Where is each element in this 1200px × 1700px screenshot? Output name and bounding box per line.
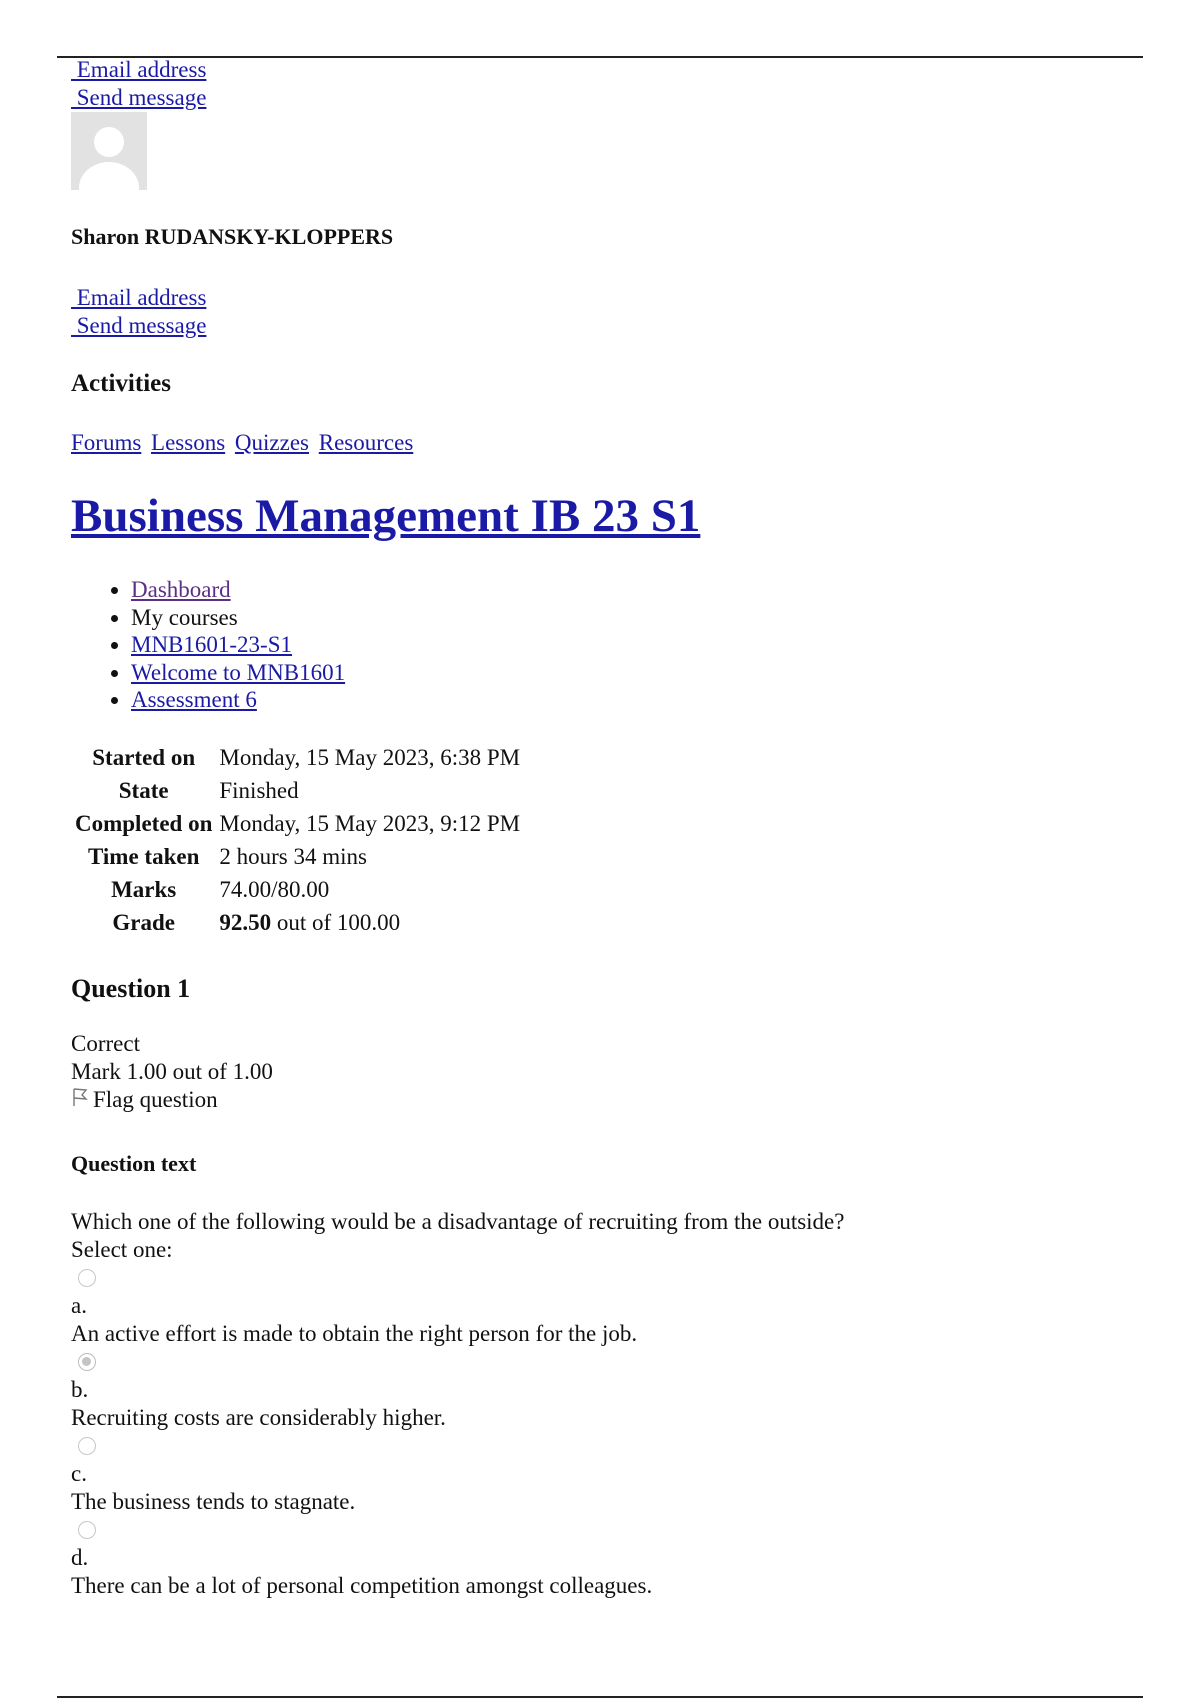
question-text-heading: Question text (71, 1151, 197, 1176)
answer-option (71, 1521, 1131, 1600)
answer-text: The business tends to stagnate. (71, 1489, 356, 1514)
completed-on-label: Completed on (75, 810, 213, 836)
activities-heading: Activities (71, 370, 171, 397)
answer-radio-b[interactable] (78, 1353, 96, 1371)
activities-links (71, 430, 417, 456)
attempt-summary-table (71, 741, 520, 939)
lessons-link[interactable]: Lessons (151, 430, 226, 455)
answer-text: Recruiting costs are considerably higher. (71, 1405, 446, 1430)
select-one-label: Select one: (71, 1237, 173, 1262)
answer-radio-d[interactable] (78, 1521, 96, 1539)
table-row (71, 873, 520, 906)
breadcrumb-item (131, 659, 345, 687)
email-address-link[interactable]: Email address (71, 57, 207, 82)
answer-text: An active effort is made to obtain the right person for the job. (71, 1321, 638, 1346)
table-row (71, 840, 520, 873)
answer-option (71, 1269, 1131, 1348)
bottom-divider (57, 1696, 1143, 1698)
answer-letter: d. (71, 1545, 89, 1570)
table-row (71, 906, 520, 939)
avatar-icon (71, 112, 147, 190)
marks-label: Marks (111, 876, 177, 902)
marks-value: 74.00/80.00 (219, 876, 330, 902)
completed-on-value: Monday, 15 May 2023, 9:12 PM (219, 810, 521, 836)
contact-links-top (71, 56, 206, 112)
resources-link[interactable]: Resources (318, 430, 414, 455)
time-taken-value: 2 hours 34 mins (219, 843, 367, 869)
breadcrumb-item (131, 631, 345, 659)
state-value: Finished (219, 777, 299, 803)
question-status: Correct (71, 1031, 140, 1056)
breadcrumb (71, 576, 345, 714)
forums-link[interactable]: Forums (71, 430, 142, 455)
flag-question-label: Flag question (93, 1087, 218, 1112)
quizzes-link[interactable]: Quizzes (234, 430, 309, 455)
teacher-email-link[interactable]: Email address (71, 285, 207, 310)
course-title-link[interactable]: Business Management IB 23 S1 (71, 490, 701, 542)
breadcrumb-dashboard-link[interactable]: Dashboard (131, 577, 231, 602)
answer-option (71, 1353, 1131, 1432)
breadcrumb-item (131, 576, 345, 604)
table-row (71, 741, 520, 774)
breadcrumb-course-link[interactable]: MNB1601-23-S1 (131, 632, 293, 657)
table-row (71, 774, 520, 807)
teacher-message-link[interactable]: Send message (71, 313, 207, 338)
answer-letter: b. (71, 1377, 89, 1402)
started-on-value: Monday, 15 May 2023, 6:38 PM (219, 744, 521, 770)
question-body (71, 1208, 1131, 1600)
answer-option (71, 1437, 1131, 1516)
answer-text: There can be a lot of personal competition amongst colleagues. (71, 1573, 653, 1598)
top-divider (57, 56, 1143, 58)
question-info (71, 1030, 273, 1114)
answer-radio-c[interactable] (78, 1437, 96, 1455)
breadcrumb-assessment-link[interactable]: Assessment 6 (131, 687, 257, 712)
table-row (71, 807, 520, 840)
time-taken-label: Time taken (87, 843, 200, 869)
grade-suffix: out of 100.00 (271, 909, 401, 935)
send-message-link[interactable]: Send message (71, 85, 207, 110)
breadcrumb-welcome-link[interactable]: Welcome to MNB1601 (131, 659, 346, 685)
question-title: Question 1 (71, 974, 191, 1003)
answer-letter: a. (71, 1293, 87, 1318)
started-on-label: Started on (92, 744, 196, 770)
question-mark: Mark 1.00 out of 1.00 (71, 1059, 273, 1084)
breadcrumb-my-courses: My courses (131, 604, 238, 630)
question-prompt: Which one of the following would be a disadvantage of recruiting from the outside? (71, 1209, 845, 1234)
flag-question-toggle[interactable] (71, 1086, 273, 1114)
breadcrumb-item (131, 604, 345, 632)
state-label: State (118, 777, 169, 803)
grade-value (216, 906, 520, 939)
grade-label: Grade (112, 909, 175, 935)
answer-letter: c. (71, 1461, 87, 1486)
flag-icon (71, 1086, 89, 1114)
teacher-name: Sharon RUDANSKY-KLOPPERS (71, 224, 394, 249)
breadcrumb-item (131, 686, 345, 714)
teacher-contact-links (71, 284, 206, 340)
answer-radio-a[interactable] (78, 1269, 96, 1287)
grade-score: 92.50 (219, 909, 272, 935)
